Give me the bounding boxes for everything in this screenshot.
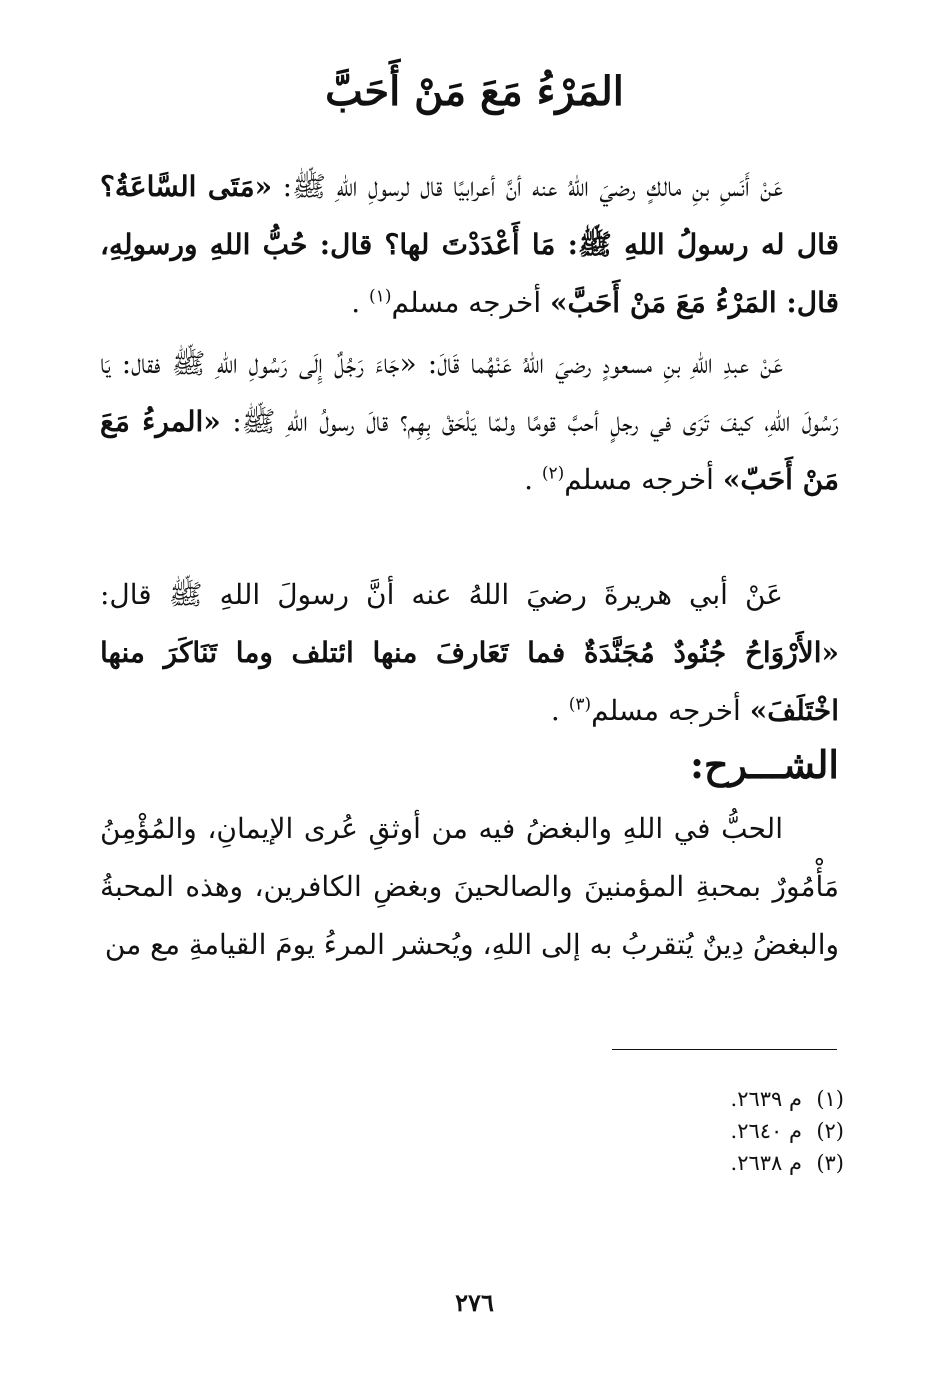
- hadith-1-text: عَنْ أَنَسِ بنِ مالكٍ رضيَ اللهُ عنه أنَّ أعرابيًا قال لرسولِ اللهِ ﷺ:: [272, 170, 783, 203]
- hadith-2-source: أخرجه مسلم: [564, 463, 723, 496]
- hadith-3-quote: «الأَرْوَاحُ جُنُودٌ مُجَنَّدَةٌ فما تَعَارفَ منها ائتلف وما تَنَاكَرَ منها اخْتَلَفَ»: [100, 636, 839, 727]
- footnotes-list: [731, 1083, 845, 1179]
- sharh-heading: الشـــرح:: [690, 742, 839, 787]
- hadith-1-quote: «مَتَى السَّاعَةُ؟ قال له رسولُ اللهِ ﷺ: مَا أَعْدَدْتَ لها؟ قال: حُبُّ اللهِ ورسولِهِ، قال: المَرْءُ مَعَ مَنْ أَحَبَّ»: [100, 170, 839, 319]
- hadith-3-text: عَنْ أبي هريرةَ رضيَ اللهُ عنه أنَّ رسولَ اللهِ ﷺ قال:: [100, 578, 783, 611]
- hadith-2-quote: «المرءُ مَعَ مَنْ أَحَبّ»: [100, 405, 839, 496]
- footnote-number: (١): [816, 1087, 844, 1111]
- hadith-paragraph-2: عَنْ عبدِ اللهِ بنِ مسعودٍ رضيَ اللهُ عَنْهُما قَالَ: «جَاءَ رَجُلٌ إِلَى رَسُولِ اللهِ ﷺ فقال: يَا رَسُولَ اللهِ، كيفَ تَرَى في رجلٍ أحبَّ قومًا ولمّا يَلْحَقْ بِهِم؟ قالَ رسولُ اللهِ ﷺ: «المرءُ مَعَ مَنْ أَحَبّ» أخرجه مسلم$^{(٢)}$ .: [100, 347, 839, 496]
- footnote-text: م ٢٦٣٨.: [730, 1151, 802, 1175]
- footnote-number: (٣): [816, 1151, 844, 1175]
- footnote-separator: [612, 1049, 837, 1050]
- footnote-ref-2: (٢): [541, 463, 565, 484]
- footnote-number: (٢): [816, 1119, 844, 1143]
- footnote-item: [731, 1115, 845, 1147]
- hadith-1-source: أخرجه مسلم: [391, 286, 550, 319]
- page-number: ٢٧٦: [455, 1288, 494, 1317]
- footnote-text: م ٢٦٣٩.: [730, 1087, 802, 1111]
- hadith-2-text: عَنْ عبدِ اللهِ بنِ مسعودٍ رضيَ اللهُ عَنْهُما قَالَ: «جَاءَ رَجُلٌ إِلَى رَسُولِ اللهِ ﷺ فقال: يَا رَسُولَ اللهِ، كيفَ تَرَى في رجلٍ أحبَّ قومًا ولمّا يَلْحَقْ بِهِم؟ قالَ رسولُ اللهِ ﷺ:: [100, 347, 839, 438]
- hadith-paragraph-1: عَنْ أَنَسِ بنِ مالكٍ رضيَ اللهُ عنه أنَّ أعرابيًا قال لرسولِ اللهِ ﷺ: «مَتَى السَّاعَةُ؟ قال له رسولُ اللهِ ﷺ: مَا أَعْدَدْتَ لها؟ قال: حُبُّ اللهِ ورسولِهِ، قال: المَرْءُ مَعَ مَنْ أَحَبَّ» أخرجه مسلم$^{(١)}$ .: [100, 170, 839, 319]
- footnote-item: [731, 1083, 845, 1115]
- sharh-paragraph: [100, 800, 839, 974]
- sharh-text: الحبُّ في اللهِ والبغضُ فيه من أوثقِ عُرى الإيمانِ، والمُؤْمِنُ مَأْمُورٌ بمحبةِ المؤمنينَ والصالحينَ وبغضِ الكافرين، وهذه المحبةُ والبغضُ دِينٌ يُتقربُ به إلى اللهِ، ويُحشر المرءُ يومَ القيامةِ مع من: [100, 812, 839, 961]
- hadith-paragraph-3: عَنْ أبي هريرةَ رضيَ اللهُ عنه أنَّ رسولَ اللهِ ﷺ قال: «الأَرْوَاحُ جُنُودٌ مُجَنَّدَةٌ فما تَعَارفَ منها ائتلف وما تَنَاكَرَ منها اخْتَلَفَ» أخرجه مسلم$^{(٣)}$ .: [100, 578, 839, 727]
- hadith-3-source: أخرجه مسلم: [591, 694, 750, 727]
- footnote-text: م ٢٦٤٠.: [730, 1119, 802, 1143]
- page-title: المَرْءُ مَعَ مَنْ أَحَبَّ: [325, 68, 624, 115]
- footnote-ref-1: (١): [369, 286, 392, 307]
- footnote-item: [731, 1147, 845, 1179]
- footnote-ref-3: (٣): [568, 694, 592, 715]
